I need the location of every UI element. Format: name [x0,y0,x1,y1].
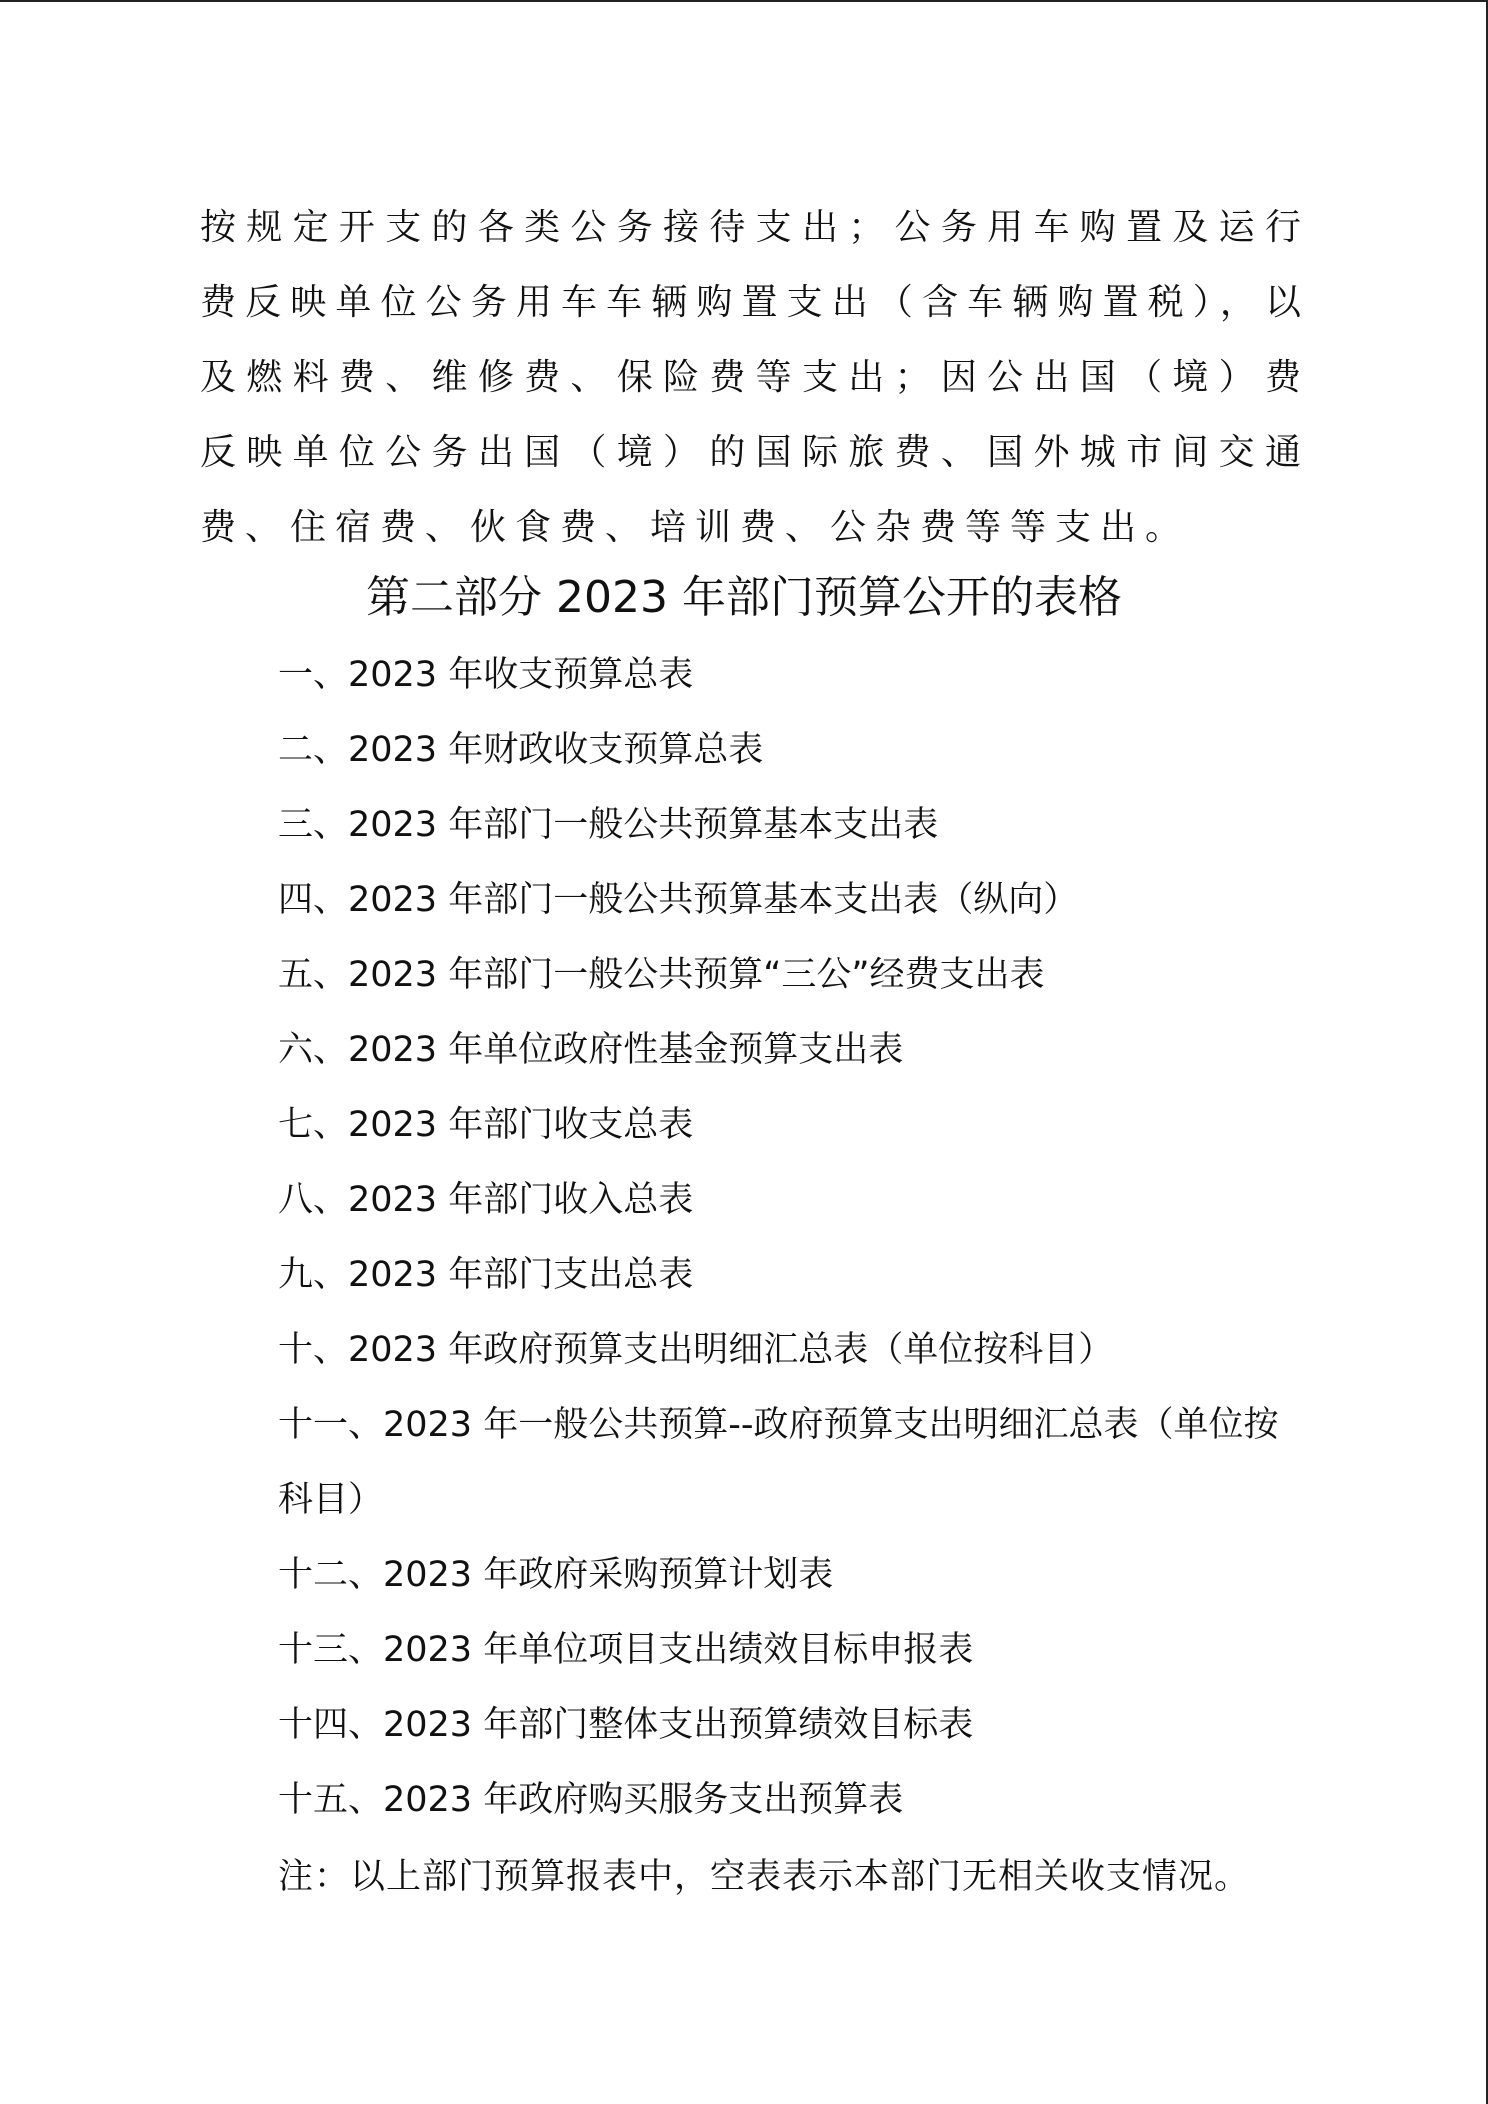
page-border-top [0,0,1488,2]
list-item-11: 十一、2023 年一般公共预算--政府预算支出明细汇总表（单位按科目） [278,1405,1279,1520]
list-item-2: 二、2023 年财政收支预算总表 [278,730,764,770]
list-item-13: 十三、2023 年单位项目支出绩效目标申报表 [278,1630,974,1670]
list-item-15: 十五、2023 年政府购买服务支出预算表 [278,1780,904,1820]
list-item-12: 十二、2023 年政府采购预算计划表 [278,1555,834,1595]
body-paragraph: 按规定开支的各类公务接待支出；公务用车购置及运行费反映单位公务用车车辆购置支出（含车辆购置税），以及燃料费、维修费、保险费等支出；因公出国（境）费反映单位公务出国（境）的国际旅费、国外城市间交通费、住宿费、伙食费、培训费、公杂费等等支出。 [200,207,1310,548]
list-item-5: 五、2023 年部门一般公共预算“三公”经费支出表 [278,955,1045,995]
list-item-10: 十、2023 年政府预算支出明细汇总表（单位按科目） [278,1330,1114,1370]
list-item-9: 九、2023 年部门支出总表 [278,1255,694,1295]
list-item-4: 四、2023 年部门一般公共预算基本支出表（纵向） [278,880,1079,920]
note: 注：以上部门预算报表中，空表表示本部门无相关收支情况。 [278,1857,1251,1897]
list-item-1: 一、2023 年收支预算总表 [278,655,694,695]
list-item-14: 十四、2023 年部门整体支出预算绩效目标表 [278,1705,974,1745]
list-item-7: 七、2023 年部门收支总表 [278,1105,694,1145]
table-list [278,638,1308,1838]
list-item-8: 八、2023 年部门收入总表 [278,1180,694,1220]
list-item-3: 三、2023 年部门一般公共预算基本支出表 [278,805,939,845]
list-item-6: 六、2023 年单位政府性基金预算支出表 [278,1030,904,1070]
section-title: 第二部分 2023 年部门预算公开的表格 [366,572,1122,623]
